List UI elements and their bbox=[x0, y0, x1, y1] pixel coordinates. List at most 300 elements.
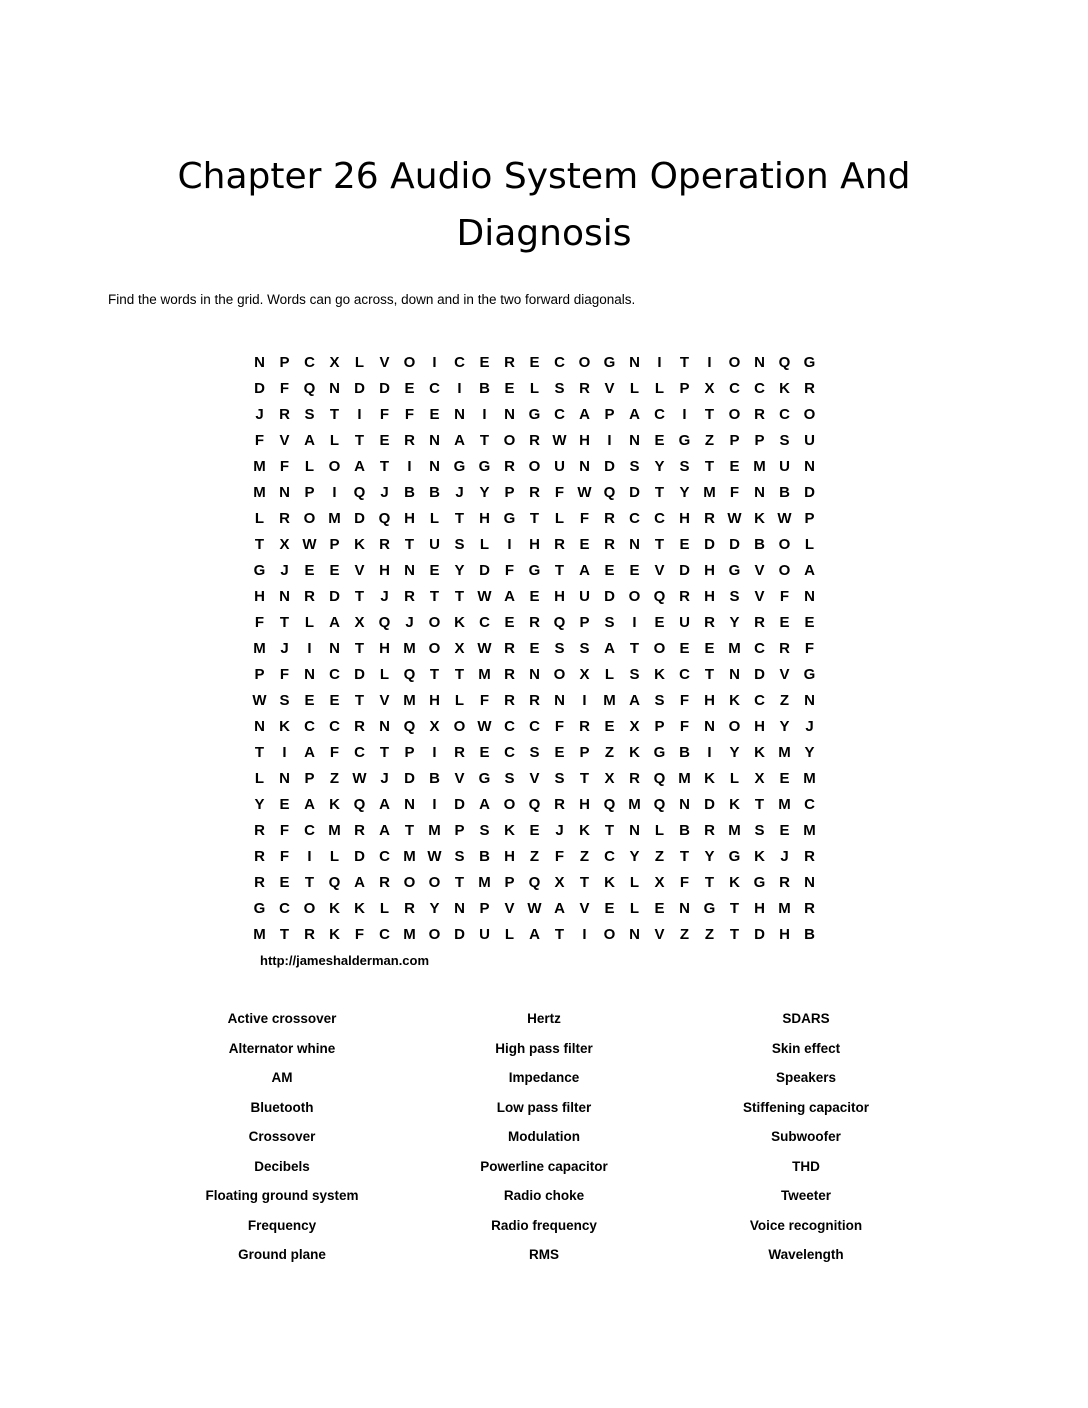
grid-letter: E bbox=[604, 900, 615, 917]
grid-letter: F bbox=[379, 406, 390, 423]
grid-letter: Q bbox=[328, 874, 341, 891]
grid-letter: S bbox=[579, 640, 590, 657]
grid-letter: E bbox=[654, 900, 665, 917]
grid-letter: N bbox=[804, 874, 815, 891]
grid-letter: Y bbox=[429, 900, 440, 917]
grid-letter: I bbox=[707, 354, 712, 371]
grid-letter: Q bbox=[353, 796, 366, 813]
grid-letter: T bbox=[629, 640, 640, 657]
grid-letter: J bbox=[255, 406, 264, 423]
grid-letter: R bbox=[504, 640, 515, 657]
word-item: Frequency bbox=[247, 1217, 317, 1233]
grid-letter: R bbox=[279, 406, 290, 423]
grid-letter: Z bbox=[604, 744, 615, 761]
grid-letter: K bbox=[329, 900, 340, 917]
grid-letter: C bbox=[504, 744, 515, 761]
grid-letter: T bbox=[354, 692, 365, 709]
grid-letter: I bbox=[632, 614, 637, 631]
grid-letter: F bbox=[279, 822, 290, 839]
grid-letter: V bbox=[779, 666, 790, 683]
grid-letter: O bbox=[728, 354, 741, 371]
grid-row bbox=[247, 870, 822, 896]
grid-letter: O bbox=[403, 354, 416, 371]
grid-letter: S bbox=[529, 744, 540, 761]
grid-letter: T bbox=[279, 614, 290, 631]
grid-letter: N bbox=[429, 458, 440, 475]
word-item: Low pass filter bbox=[496, 1099, 592, 1115]
grid-letter: T bbox=[404, 822, 415, 839]
grid-letter: D bbox=[704, 796, 715, 813]
grid-letter: M bbox=[678, 770, 691, 787]
grid-letter: H bbox=[704, 588, 715, 605]
grid-letter: V bbox=[654, 926, 665, 943]
grid-letter: U bbox=[554, 458, 565, 475]
grid-letter: O bbox=[403, 874, 416, 891]
grid-letter: S bbox=[279, 692, 290, 709]
grid-letter: T bbox=[454, 588, 465, 605]
grid-letter: R bbox=[704, 510, 715, 527]
grid-letter: L bbox=[554, 510, 565, 527]
word-item: Radio frequency bbox=[491, 1217, 597, 1233]
grid-letter: L bbox=[254, 770, 265, 787]
grid-letter: C bbox=[654, 510, 665, 527]
grid-letter: T bbox=[329, 406, 340, 423]
grid-letter: W bbox=[302, 536, 317, 553]
grid-letter: P bbox=[504, 874, 515, 891]
grid-letter: R bbox=[379, 874, 390, 891]
grid-letter: E bbox=[529, 354, 540, 371]
grid-letter: E bbox=[779, 614, 790, 631]
grid-letter: N bbox=[629, 432, 640, 449]
grid-letter: T bbox=[654, 484, 665, 501]
grid-letter: M bbox=[778, 744, 791, 761]
grid-letter: O bbox=[303, 510, 316, 527]
grid-letter: U bbox=[579, 588, 590, 605]
grid-letter: L bbox=[429, 510, 440, 527]
grid-letter: K bbox=[729, 692, 740, 709]
grid-letter: B bbox=[429, 484, 440, 501]
grid-letter: R bbox=[529, 432, 540, 449]
grid-letter: F bbox=[504, 562, 515, 579]
grid-letter: Q bbox=[528, 874, 541, 891]
word-item: Hertz bbox=[527, 1011, 561, 1026]
grid-letter: J bbox=[805, 718, 814, 735]
word-item: Stiffening capacitor bbox=[742, 1099, 869, 1115]
grid-letter: R bbox=[679, 588, 690, 605]
grid-letter: M bbox=[253, 926, 266, 943]
grid-letter: T bbox=[529, 510, 540, 527]
grid-letter: R bbox=[454, 744, 465, 761]
grid-letter: E bbox=[779, 822, 790, 839]
grid-letter: E bbox=[679, 536, 690, 553]
grid-letter: R bbox=[529, 692, 540, 709]
grid-letter: Q bbox=[653, 796, 666, 813]
grid-letter: N bbox=[754, 484, 765, 501]
grid-letter: W bbox=[552, 432, 567, 449]
grid-letter: T bbox=[429, 588, 440, 605]
grid-letter: B bbox=[404, 484, 415, 501]
grid-letter: V bbox=[604, 380, 615, 397]
grid-letter: C bbox=[654, 406, 665, 423]
grid-letter: F bbox=[679, 718, 690, 735]
grid-letter: E bbox=[379, 432, 390, 449]
grid-letter: Q bbox=[403, 666, 416, 683]
grid-letter: U bbox=[804, 432, 815, 449]
grid-letter: I bbox=[457, 380, 462, 397]
grid-letter: D bbox=[604, 588, 615, 605]
grid-row bbox=[247, 766, 822, 792]
grid-letter: T bbox=[704, 458, 715, 475]
grid-letter: T bbox=[754, 796, 765, 813]
grid-letter: O bbox=[303, 900, 316, 917]
grid-letter: C bbox=[779, 406, 790, 423]
grid-letter: Z bbox=[329, 770, 340, 787]
grid-letter: D bbox=[629, 484, 640, 501]
grid-letter: W bbox=[577, 484, 592, 501]
grid-letter: V bbox=[454, 770, 465, 787]
grid-row bbox=[247, 610, 822, 636]
grid-letter: L bbox=[729, 770, 740, 787]
grid-letter: B bbox=[804, 926, 815, 943]
grid-letter: W bbox=[477, 588, 492, 605]
grid-letter: R bbox=[704, 614, 715, 631]
grid-letter: Y bbox=[254, 796, 265, 813]
grid-letter: H bbox=[554, 588, 565, 605]
grid-letter: T bbox=[379, 458, 390, 475]
grid-letter: I bbox=[432, 354, 437, 371]
grid-letter: N bbox=[454, 406, 465, 423]
grid-letter: Q bbox=[603, 796, 616, 813]
grid-letter: X bbox=[279, 536, 290, 553]
grid-letter: R bbox=[504, 458, 515, 475]
grid-letter: N bbox=[379, 718, 390, 735]
grid-letter: N bbox=[254, 718, 265, 735]
grid-letter: L bbox=[504, 926, 515, 943]
grid-letter: T bbox=[604, 822, 615, 839]
word-item: Bluetooth bbox=[250, 1099, 314, 1115]
grid-letter: V bbox=[379, 354, 390, 371]
grid-letter: C bbox=[554, 354, 565, 371]
grid-letter: F bbox=[404, 406, 415, 423]
source-url: http://jameshalderman.com bbox=[260, 953, 430, 968]
grid-letter: A bbox=[529, 926, 540, 943]
word-item: Floating ground system bbox=[205, 1188, 359, 1203]
grid-letter: Q bbox=[303, 380, 316, 397]
grid-letter: Z bbox=[654, 848, 665, 865]
grid-letter: R bbox=[504, 354, 515, 371]
grid-letter: R bbox=[404, 432, 415, 449]
grid-letter: F bbox=[679, 692, 690, 709]
grid-letter: I bbox=[507, 536, 512, 553]
grid-letter: K bbox=[629, 744, 640, 761]
grid-letter: G bbox=[703, 900, 716, 917]
grid-letter: W bbox=[727, 510, 742, 527]
grid-letter: R bbox=[804, 380, 815, 397]
grid-letter: N bbox=[804, 588, 815, 605]
grid-letter: U bbox=[479, 926, 490, 943]
grid-letter: X bbox=[654, 874, 665, 891]
grid-letter: J bbox=[405, 614, 414, 631]
grid-letter: P bbox=[329, 536, 340, 553]
grid-letter: G bbox=[478, 770, 491, 787]
grid-letter: J bbox=[780, 848, 789, 865]
grid-letter: C bbox=[729, 380, 740, 397]
grid-letter: H bbox=[379, 640, 390, 657]
grid-letter: T bbox=[454, 874, 465, 891]
grid-letter: C bbox=[554, 406, 565, 423]
grid-letter: R bbox=[354, 718, 365, 735]
word-item: THD bbox=[792, 1158, 820, 1174]
grid-letter: M bbox=[753, 458, 766, 475]
grid-letter: K bbox=[354, 536, 365, 553]
grid-letter: J bbox=[555, 822, 564, 839]
grid-letter: I bbox=[282, 744, 287, 761]
grid-letter: B bbox=[754, 536, 765, 553]
grid-letter: O bbox=[778, 562, 791, 579]
grid-letter: C bbox=[329, 666, 340, 683]
grid-letter: N bbox=[579, 458, 590, 475]
grid-letter: P bbox=[304, 484, 315, 501]
grid-letter: Q bbox=[653, 588, 666, 605]
grid-letter: D bbox=[404, 770, 415, 787]
grid-letter: P bbox=[454, 822, 465, 839]
grid-letter: Y bbox=[629, 848, 640, 865]
grid-letter: L bbox=[329, 848, 340, 865]
grid-letter: X bbox=[354, 614, 365, 631]
grid-letter: G bbox=[253, 562, 266, 579]
grid-letter: J bbox=[380, 484, 389, 501]
grid-letter: T bbox=[429, 666, 440, 683]
grid-letter: K bbox=[754, 510, 765, 527]
grid-letter: T bbox=[454, 510, 465, 527]
grid-letter: T bbox=[579, 874, 590, 891]
grid-letter: N bbox=[704, 718, 715, 735]
grid-letter: G bbox=[528, 562, 541, 579]
grid-letter: A bbox=[304, 744, 315, 761]
grid-letter: X bbox=[554, 874, 565, 891]
grid-letter: R bbox=[254, 874, 265, 891]
grid-letter: G bbox=[528, 406, 541, 423]
word-item: Crossover bbox=[248, 1129, 316, 1144]
grid-letter: D bbox=[254, 380, 265, 397]
grid-letter: Y bbox=[804, 744, 815, 761]
grid-letter: G bbox=[803, 354, 816, 371]
grid-letter: G bbox=[603, 354, 616, 371]
grid-letter: L bbox=[604, 666, 615, 683]
grid-letter: N bbox=[279, 770, 290, 787]
grid-letter: R bbox=[404, 588, 415, 605]
grid-letter: Y bbox=[654, 458, 665, 475]
grid-letter: R bbox=[379, 536, 390, 553]
grid-letter: S bbox=[629, 666, 640, 683]
grid-letter: O bbox=[428, 640, 441, 657]
grid-letter: H bbox=[479, 510, 490, 527]
grid-letter: F bbox=[554, 848, 565, 865]
grid-letter: C bbox=[454, 354, 465, 371]
grid-letter: L bbox=[329, 432, 340, 449]
grid-letter: E bbox=[554, 744, 565, 761]
grid-letter: D bbox=[754, 926, 765, 943]
grid-letter: Z bbox=[704, 432, 715, 449]
grid-letter: W bbox=[352, 770, 367, 787]
grid-letter: O bbox=[628, 588, 641, 605]
word-item: Voice recognition bbox=[749, 1217, 863, 1233]
grid-letter: A bbox=[479, 796, 490, 813]
grid-letter: N bbox=[804, 458, 815, 475]
grid-letter: W bbox=[427, 848, 442, 865]
grid-letter: O bbox=[428, 874, 441, 891]
grid-letter: N bbox=[629, 354, 640, 371]
grid-letter: V bbox=[754, 588, 765, 605]
grid-letter: C bbox=[804, 796, 815, 813]
grid-letter: S bbox=[504, 770, 515, 787]
grid-letter: P bbox=[304, 770, 315, 787]
grid-row bbox=[247, 896, 822, 922]
grid-letter: S bbox=[779, 432, 790, 449]
grid-letter: T bbox=[304, 874, 315, 891]
grid-letter: A bbox=[304, 796, 315, 813]
grid-letter: S bbox=[304, 406, 315, 423]
word-item: Ground plane bbox=[238, 1247, 326, 1262]
grid-letter: E bbox=[729, 458, 740, 475]
grid-letter: I bbox=[332, 484, 337, 501]
grid-letter: R bbox=[279, 510, 290, 527]
grid-letter: D bbox=[354, 666, 365, 683]
grid-letter: C bbox=[479, 614, 490, 631]
grid-letter: Y bbox=[704, 848, 715, 865]
grid-letter: H bbox=[779, 926, 790, 943]
grid-letter: M bbox=[478, 666, 491, 683]
grid-letter: N bbox=[404, 562, 415, 579]
grid-letter: R bbox=[354, 822, 365, 839]
grid-letter: F bbox=[729, 484, 740, 501]
grid-letter: T bbox=[579, 770, 590, 787]
grid-letter: O bbox=[503, 432, 516, 449]
grid-letter: H bbox=[429, 692, 440, 709]
grid-letter: L bbox=[804, 536, 815, 553]
grid-letter: Q bbox=[603, 484, 616, 501]
grid-letter: L bbox=[479, 536, 490, 553]
grid-letter: W bbox=[252, 692, 267, 709]
grid-letter: G bbox=[503, 510, 516, 527]
grid-letter: M bbox=[478, 874, 491, 891]
grid-letter: G bbox=[728, 848, 741, 865]
grid-letter: G bbox=[678, 432, 691, 449]
grid-letter: P bbox=[804, 510, 815, 527]
grid-letter: K bbox=[704, 770, 715, 787]
grid-letter: G bbox=[753, 874, 766, 891]
grid-letter: G bbox=[253, 900, 266, 917]
grid-letter: C bbox=[504, 718, 515, 735]
grid-letter: I bbox=[307, 640, 312, 657]
grid-letter: S bbox=[454, 536, 465, 553]
grid-letter: C bbox=[604, 848, 615, 865]
grid-letter: L bbox=[629, 874, 640, 891]
grid-letter: E bbox=[304, 562, 315, 579]
grid-letter: I bbox=[707, 744, 712, 761]
grid-letter: M bbox=[253, 458, 266, 475]
grid-letter: V bbox=[354, 562, 365, 579]
grid-letter: S bbox=[679, 458, 690, 475]
grid-letter: I bbox=[682, 406, 687, 423]
grid-letter: X bbox=[579, 666, 590, 683]
grid-row bbox=[247, 428, 822, 454]
grid-letter: Y bbox=[779, 718, 790, 735]
grid-row bbox=[247, 350, 822, 376]
grid-letter: W bbox=[777, 510, 792, 527]
grid-row bbox=[247, 740, 822, 766]
grid-letter: H bbox=[754, 718, 765, 735]
grid-letter: H bbox=[529, 536, 540, 553]
grid-letter: M bbox=[703, 484, 716, 501]
grid-letter: J bbox=[380, 588, 389, 605]
grid-letter: C bbox=[379, 926, 390, 943]
grid-row bbox=[247, 818, 822, 844]
grid-letter: K bbox=[504, 822, 515, 839]
grid-letter: O bbox=[328, 458, 341, 475]
grid-letter: L bbox=[379, 666, 390, 683]
grid-letter: N bbox=[679, 796, 690, 813]
grid-row bbox=[247, 844, 822, 870]
grid-letter: J bbox=[280, 562, 289, 579]
grid-letter: K bbox=[329, 926, 340, 943]
word-item: High pass filter bbox=[495, 1040, 593, 1056]
grid-letter: F bbox=[554, 484, 565, 501]
grid-letter: R bbox=[554, 536, 565, 553]
grid-letter: E bbox=[779, 770, 790, 787]
grid-letter: K bbox=[754, 848, 765, 865]
grid-letter: F bbox=[329, 744, 340, 761]
grid-letter: F bbox=[679, 874, 690, 891]
grid-letter: E bbox=[654, 614, 665, 631]
grid-letter: G bbox=[803, 666, 816, 683]
grid-letter: A bbox=[454, 432, 465, 449]
grid-letter: Q bbox=[553, 614, 566, 631]
grid-letter: Y bbox=[479, 484, 490, 501]
grid-letter: C bbox=[304, 354, 315, 371]
grid-letter: R bbox=[804, 900, 815, 917]
grid-letter: Q bbox=[778, 354, 791, 371]
grid-letter: F bbox=[554, 718, 565, 735]
grid-letter: P bbox=[504, 484, 515, 501]
grid-letter: O bbox=[528, 458, 541, 475]
grid-letter: A bbox=[304, 432, 315, 449]
word-list-column-3 bbox=[675, 1004, 937, 1270]
grid-letter: E bbox=[629, 562, 640, 579]
grid-letter: X bbox=[629, 718, 640, 735]
grid-letter: H bbox=[579, 432, 590, 449]
grid-letter: C bbox=[354, 744, 365, 761]
grid-letter: D bbox=[354, 510, 365, 527]
grid-letter: D bbox=[679, 562, 690, 579]
grid-letter: I bbox=[582, 692, 587, 709]
word-item: Alternator whine bbox=[228, 1040, 336, 1056]
grid-letter: Q bbox=[378, 614, 391, 631]
grid-letter: N bbox=[504, 406, 515, 423]
grid-row bbox=[247, 532, 822, 558]
grid-letter: D bbox=[354, 380, 365, 397]
grid-letter: G bbox=[453, 458, 466, 475]
grid-row bbox=[247, 480, 822, 506]
grid-letter: A bbox=[504, 588, 515, 605]
grid-letter: P bbox=[254, 666, 265, 683]
grid-letter: M bbox=[728, 822, 741, 839]
grid-letter: X bbox=[704, 380, 715, 397]
grid-letter: J bbox=[455, 484, 464, 501]
grid-letter: S bbox=[454, 848, 465, 865]
grid-letter: C bbox=[529, 718, 540, 735]
grid-letter: N bbox=[279, 484, 290, 501]
